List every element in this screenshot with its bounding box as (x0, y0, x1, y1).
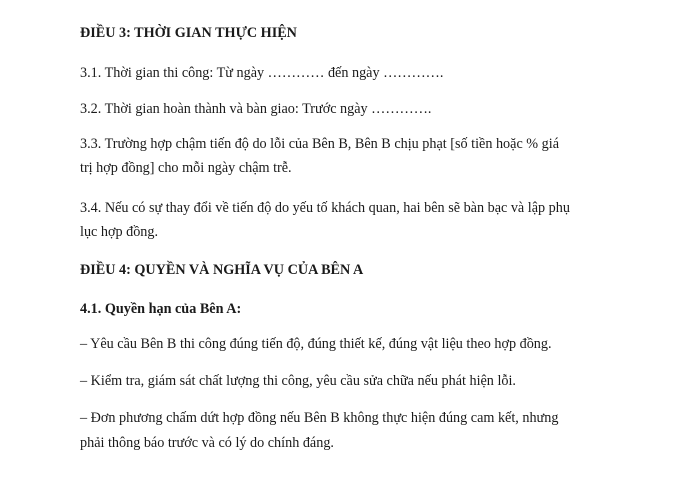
clause-3-3-line-1: 3.3. Trường hợp chậm tiến độ do lỗi của Bên B, Bên B chịu phạt [số tiền hoặc % giá (80, 136, 559, 152)
clause-3-4-line-1: 3.4. Nếu có sự thay đổi về tiến độ do yếu tố khách quan, hai bên sẽ bàn bạc và lập phụ (80, 200, 570, 216)
clause-3-4-line-2: lục hợp đồng. (80, 224, 159, 240)
clause-3-3-line-2: trị hợp đồng] cho mỗi ngày chậm trễ. (80, 160, 292, 176)
list-item-2: – Kiểm tra, giám sát chất lượng thi công, yêu cầu sửa chữa nếu phát hiện lỗi. (80, 373, 516, 389)
subsection-4-1-heading: 4.1. Quyền hạn của Bên A: (80, 301, 242, 317)
section-4-heading: ĐIỀU 4: QUYỀN VÀ NGHĨA VỤ CỦA BÊN A (80, 262, 364, 278)
section-3-heading: ĐIỀU 3: THỜI GIAN THỰC HIỆN (80, 25, 297, 41)
list-item-1: – Yêu cầu Bên B thi công đúng tiến độ, đúng thiết kế, đúng vật liệu theo hợp đồng. (80, 336, 552, 352)
clause-3-2: 3.2. Thời gian hoàn thành và bàn giao: Trước ngày …………. (80, 101, 432, 117)
clause-3-1: 3.1. Thời gian thi công: Từ ngày ………… đến ngày …………. (80, 65, 444, 81)
list-item-3-line-2: phải thông báo trước và có lý do chính đáng. (80, 435, 334, 451)
list-item-3-line-1: – Đơn phương chấm dứt hợp đồng nếu Bên B không thực hiện đúng cam kết, nhưng (80, 410, 559, 426)
